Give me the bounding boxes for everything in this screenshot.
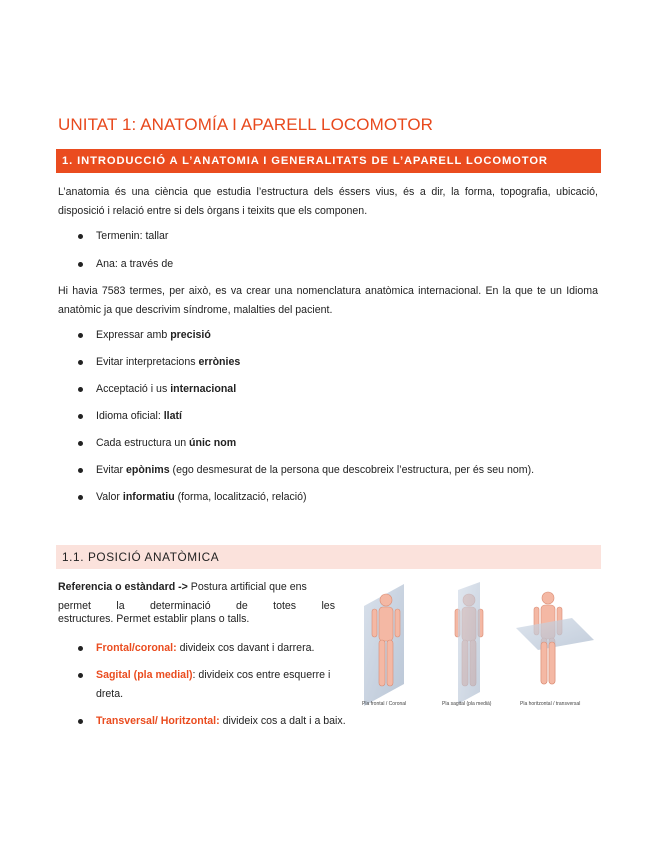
intro-paragraph: L’anatomia és una ciència que estudia l’estructura dels éssers vius, és a dir, la forma, topografia, ubicació, disposició i relació entre si dels òrgans i teixits que els componen.	[58, 186, 598, 217]
bullet-icon	[78, 262, 83, 267]
bullet-icon	[78, 719, 83, 724]
bullet-icon	[78, 234, 83, 239]
reference-line-3: estructures. Permet establir plans o talls.	[58, 613, 250, 625]
bullet-icon	[78, 495, 83, 500]
anatomical-planes-figure	[358, 580, 598, 710]
bullet-icon	[78, 646, 83, 651]
bullet-icon	[78, 360, 83, 365]
section-1-1-heading: 1.1. POSICIÓ ANATÒMICA	[56, 545, 601, 569]
bullet-icon	[78, 387, 83, 392]
sagittal-plane-figure	[455, 582, 483, 704]
body-planes-illustration	[358, 580, 598, 710]
unit-title: UNITAT 1: ANATOMÍA I APARELL LOCOMOTOR	[58, 115, 434, 134]
reference-line-2: permet la determinació de totes les	[58, 600, 335, 612]
bullet-icon	[78, 333, 83, 338]
transverse-plane-caption: Pla horitzontal / transversal	[520, 701, 581, 707]
bullet-icon	[78, 468, 83, 473]
nomenclature-paragraph: Hi havia 7583 termes, per això, es va crear una nomenclatura anatòmica internacional. En la que te un Idioma anatòmic ja que descrivim síndrome, malalties del pacient.	[58, 285, 598, 316]
transverse-plane-figure	[516, 592, 594, 684]
document-page: UNITAT 1: ANATOMÍA I APARELL LOCOMOTOR 1. INTRODUCCIÓ A L’ANATOMIA I GENERALITATS DE L’APARELL LOCOMOTOR L’anatomia és una ciència que estudia l’estructura dels éssers vius, és a dir, la forma, topografia, ubicació, disposició i relació entre si dels òrgans i teixits que els componen. Termenin: tallar Ana: a través de Hi havia 7583 termes, per això, es va crear una nomenclatura anatòmica internacional. En la que te un Idioma anatòmic ja que descrivim síndrome, malalties del pacient. Expressar amb precisió Evitar interpretacions errònies Acceptació i us internacional Idioma oficial: llatí Cada estructura un únic nom Evitar epònims (ego desmesurat de la persona que descobreix l’estructura, per és seu nom). Valor informatiu (forma, localització, relació) 1.1. POSICIÓ ANATÒMICA Referencia o estàndard -> Postura artificial que ens permet la determinació de totes les estructures. Permet establir plans o talls. Frontal/coronal: divideix cos davant i darrera. Sagital (pla medial): divideix cos entre esquerre i dreta. Transversal/ Horitzontal: divideix cos a dalt i a baix. Pla frontal / Coronal Pla sagital (pla medià) Pla horitzontal / transversal	[0, 0, 655, 848]
section-1-heading: 1. INTRODUCCIÓ A L’ANATOMIA I GENERALITATS DE L’APARELL LOCOMOTOR	[56, 149, 601, 173]
bullet-icon	[78, 414, 83, 419]
sagittal-plane-caption: Pla sagital (pla medià)	[442, 701, 492, 707]
bullet-icon	[78, 441, 83, 446]
bullet-icon	[78, 673, 83, 678]
frontal-plane-caption: Pla frontal / Coronal	[362, 701, 407, 707]
reference-line-1: Referencia o estàndard -> Postura artificial que ens	[58, 581, 307, 593]
frontal-plane-figure	[362, 584, 407, 707]
